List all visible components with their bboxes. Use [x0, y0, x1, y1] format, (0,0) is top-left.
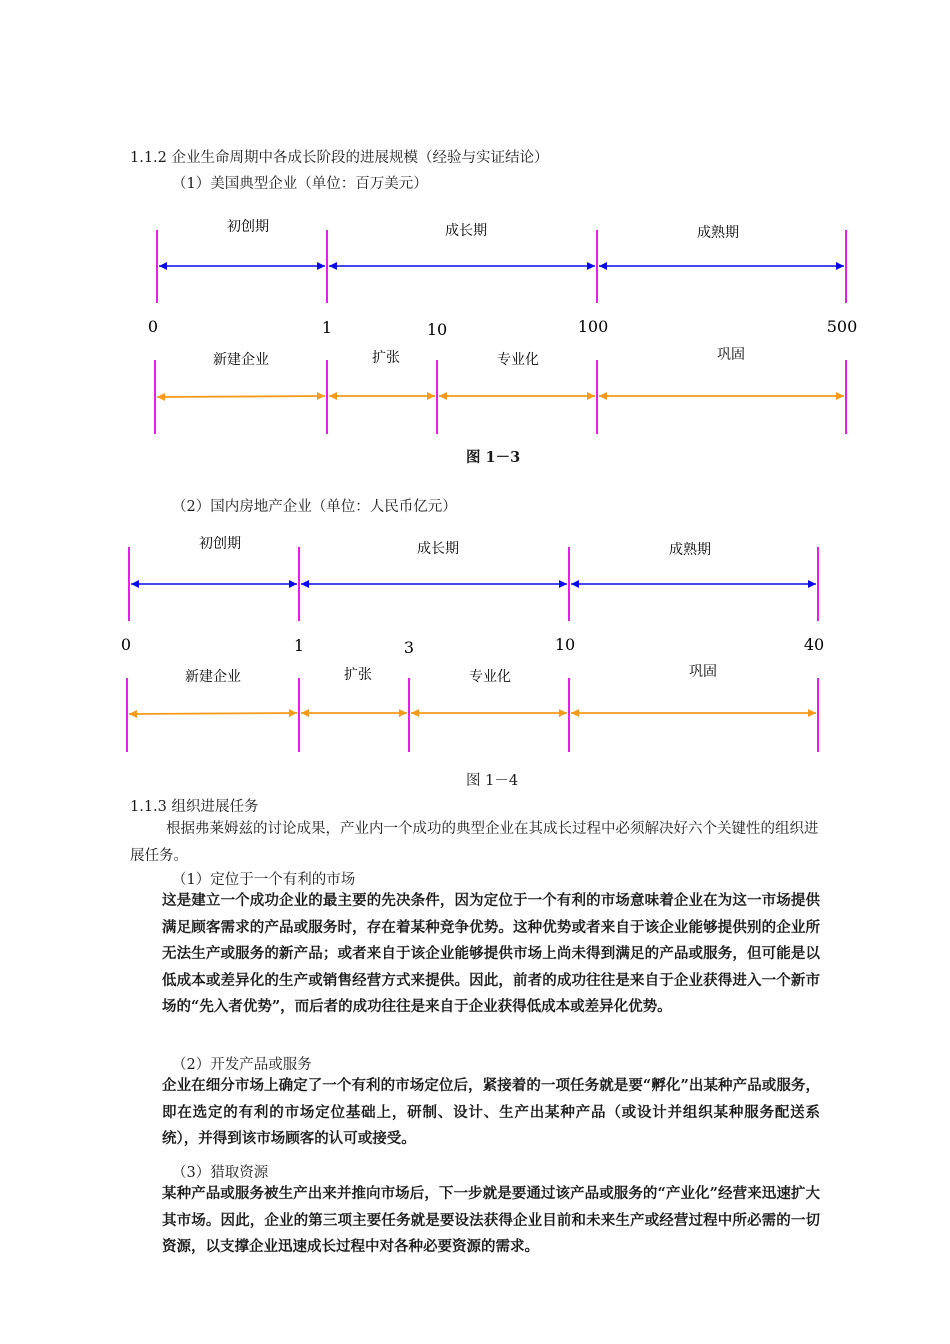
- item-body: 企业在细分市场上确定了一个有利的市场定位后，紧接着的一项任务就是要“孵化”出某种产品或服务，即在选定的有利的市场定位基础上，研制、设计、生产出某种产品（或设计并组织某种服务配送系统），并得到该市场顾客的认可或接受。: [162, 1077, 820, 1147]
- item-title: （2）开发产品或服务: [172, 1057, 312, 1073]
- stage-label-startup: 初创期: [199, 536, 241, 552]
- stage-label-growth: 成长期: [445, 223, 487, 239]
- intro-paragraph: 根据弗莱姆兹的讨论成果，产业内一个成功的典型企业在其成长过程中必须解决好六个关键性的组织进展任务。: [130, 821, 819, 864]
- new-enterprise-arrow: [129, 713, 297, 714]
- tick-label: 10: [554, 635, 576, 654]
- tick-label: 1: [321, 318, 333, 337]
- stage-label-mature: 成熟期: [669, 542, 711, 558]
- new-enterprise-arrow: [157, 396, 325, 397]
- stage-label-expansion: 扩张: [372, 350, 400, 366]
- section-heading: 1.1.2 企业生命周期中各成长阶段的进展规模（经验与实证结论）: [130, 150, 549, 166]
- stage-label-expansion: 扩张: [344, 667, 372, 683]
- subheading-us: （1）美国典型企业（单位：百万美元）: [172, 176, 428, 192]
- stage-label-startup: 初创期: [227, 219, 269, 235]
- tick-label: 40: [803, 635, 825, 654]
- item-title: （3）猎取资源: [172, 1165, 269, 1181]
- stage-label-new-enterprise: 新建企业: [213, 352, 269, 368]
- stage-label-consolidation: 巩固: [689, 664, 717, 680]
- item-title: （1）定位于一个有利的市场: [172, 872, 356, 888]
- stage-label-growth: 成长期: [417, 541, 459, 557]
- section-heading: 1.1.3 组织进展任务: [130, 799, 259, 815]
- tick-label: 500: [826, 317, 858, 336]
- item-body: 某种产品或服务被生产出来并推向市场后，下一步就是要通过该产品或服务的“产业化”经营来迅速扩大其市场。因此，企业的第三项主要任务就是要设法获得企业目前和未来生产或经营过程中所必需的一切资源，以支撑企业迅速成长过程中对各种必要资源的需求。: [162, 1185, 820, 1255]
- figure-caption: 图 1－3: [466, 449, 521, 466]
- stage-label-specialization: 专业化: [469, 669, 511, 685]
- stage-label-specialization: 专业化: [497, 352, 539, 368]
- tick-label: 100: [577, 317, 609, 336]
- tick-label: 0: [147, 317, 159, 336]
- figure-1-4-diagram: [0, 530, 950, 760]
- stage-label-consolidation: 巩固: [717, 347, 745, 363]
- tick-label: 10: [426, 320, 448, 339]
- tick-label: 3: [403, 638, 415, 657]
- tick-label: 1: [293, 636, 305, 655]
- stage-label-mature: 成熟期: [697, 225, 739, 241]
- tick-label: 0: [120, 635, 132, 654]
- figure-caption: 图 1－4: [466, 773, 519, 789]
- item-body: 这是建立一个成功企业的最主要的先决条件，因为定位于一个有利的市场意味着企业在为这一市场提供满足顾客需求的产品或服务时，存在着某种竞争优势。这种优势或者来自于该企业能够提供别的企业所无法生产或服务的新产品；或者来自于该企业能够提供市场上尚未得到满足的产品或服务，但可能是以低成本或差异化的生产或销售经营方式来提供。因此，前者的成功往往是来自于企业获得进入一个新市场的“先入者优势”，而后者的成功往往是来自于企业获得低成本或差异化优势。: [162, 892, 820, 1015]
- subheading-domestic: （2）国内房地产企业（单位：人民币亿元）: [172, 499, 457, 515]
- figure-1-3-diagram: [0, 210, 950, 440]
- stage-label-new-enterprise: 新建企业: [185, 669, 241, 685]
